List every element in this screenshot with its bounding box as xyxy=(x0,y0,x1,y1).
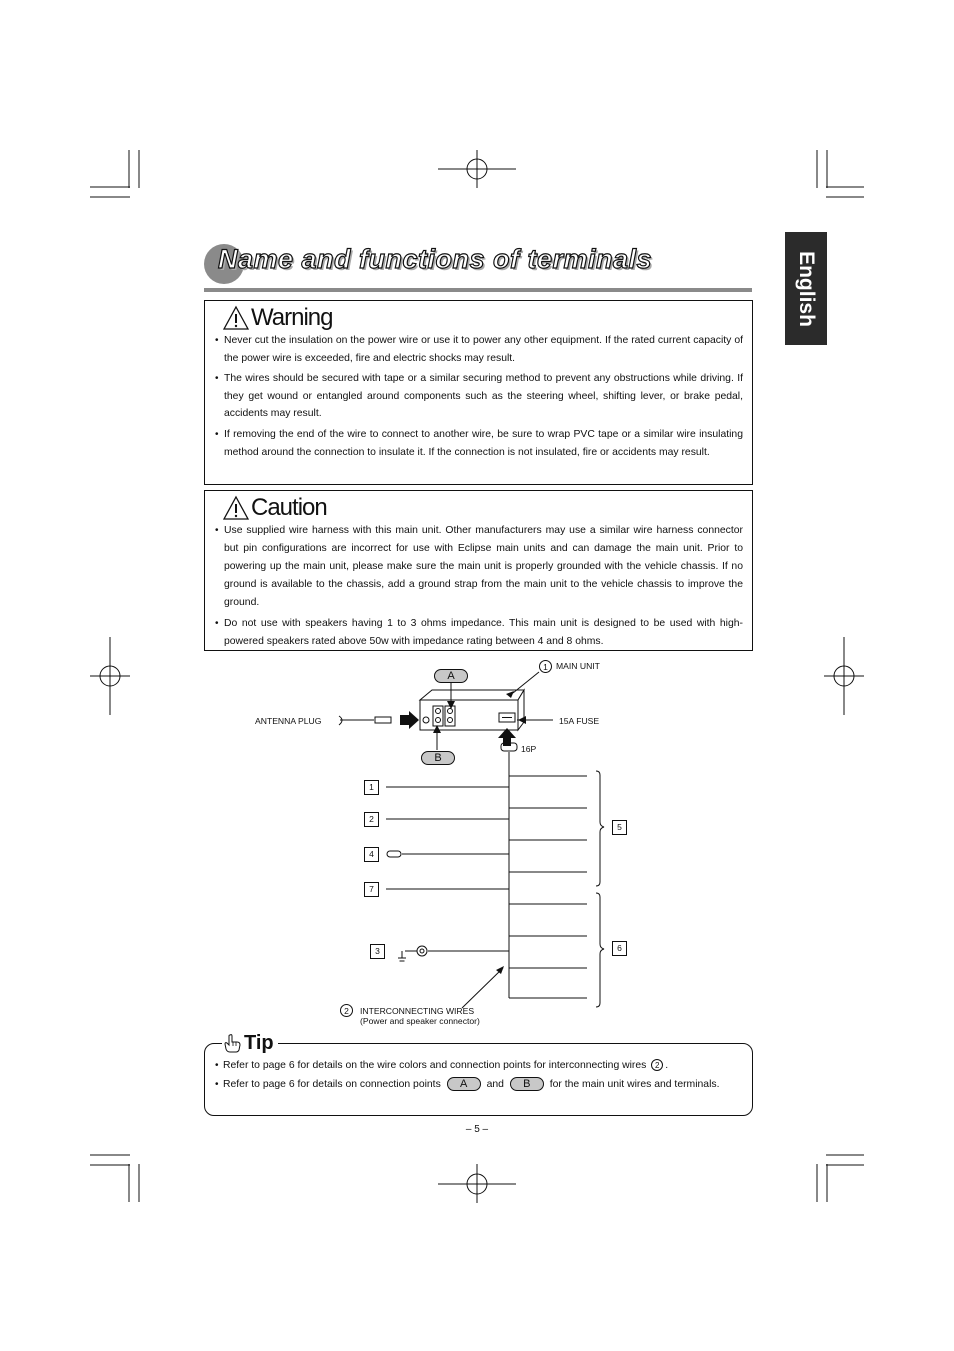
wire-number-box: 7 xyxy=(364,882,379,897)
tip-heading: Tip xyxy=(244,1031,274,1054)
warning-item: • If removing the end of the wire to connect to another wire, be sure to wrap PVC tape or a similar wire insulating method around the connection to insulate it. If the connection is not insulated, fire or accidents may result. xyxy=(215,426,743,461)
interconnect-label: INTERCONNECTING WIRES xyxy=(360,1006,475,1016)
tip-item-2-and: and xyxy=(486,1078,504,1090)
warning-item: • Never cut the insulation on the power wire or use it to power any other equipment. If the rated current capacity of the power wire is exceeded, fire and electric shocks may result. xyxy=(215,332,743,367)
group-number-box: 6 xyxy=(612,941,627,956)
interconnect-sublabel: (Power and speaker connector) xyxy=(360,1016,480,1026)
warning-item: • The wires should be secured with tape or a similar securing method to prevent any obstructions while driving. If they get wound or entangled around components such as the steering wheel, shifting lever, or brake pedal, accidents may result. xyxy=(215,370,743,423)
tip-heading-row xyxy=(222,1031,278,1055)
group-number-box: 5 xyxy=(612,820,627,835)
wire-number-box: 2 xyxy=(364,812,379,827)
caution-item: • Do not use with speakers having 1 to 3 ohms impedance. This main unit is designed to be used with high-powered speakers rated above 50w with impedance rating between 4 and 8 ohms. xyxy=(215,615,743,651)
tip-item-2-pre: Refer to page 6 for details on connection points xyxy=(223,1078,441,1090)
warning-heading: Warning xyxy=(251,304,333,331)
language-tab-label: English xyxy=(795,250,818,327)
tip-list xyxy=(215,1057,735,1094)
wire-number-box: 4 xyxy=(364,847,379,862)
caution-item: • Use supplied wire harness with this main unit. Other manufacturers may use a similar wire harness connector but pin configurations are incorrect for use with Eclipse main units and can damage the main unit. Prior to powering up the main unit, please make sure the main unit is properly grounded with the vehicle chassis. If no ground is available to the chassis, add a ground strap from the main unit to the vehicle chassis to improve the ground. xyxy=(215,522,743,612)
fuse-label: 15A FUSE xyxy=(559,716,600,726)
wire-number-box: 1 xyxy=(364,780,379,795)
main-unit-number: 1 xyxy=(539,660,552,673)
page-title: Name and functions of terminals xyxy=(218,244,653,274)
main-unit-label: MAIN UNIT xyxy=(556,661,600,671)
tip-item-1-end: . xyxy=(665,1060,669,1071)
caution-heading: Caution xyxy=(251,494,327,521)
tip-item-2-post: for the main unit wires and terminals. xyxy=(549,1078,720,1090)
connector-label: 16P xyxy=(521,744,537,754)
tip-item xyxy=(215,1076,735,1095)
page-number: – 5 – xyxy=(465,1124,489,1135)
wire-number-box: 3 xyxy=(370,944,385,959)
antenna-plug-label: ANTENNA PLUG xyxy=(255,716,322,726)
tip-point-a-badge: A xyxy=(447,1077,481,1091)
tip-item-1-ref: 2 xyxy=(651,1059,663,1071)
tip-item xyxy=(215,1057,735,1076)
tip-point-b-badge: B xyxy=(510,1077,544,1091)
point-a-badge: A xyxy=(434,669,468,683)
interconnect-number: 2 xyxy=(340,1004,353,1017)
point-b-badge: B xyxy=(421,751,455,765)
pointing-hand-icon xyxy=(224,1033,242,1053)
tip-item-1-text: Refer to page 6 for details on the wire colors and connection points for interconnecting wires xyxy=(223,1060,647,1071)
